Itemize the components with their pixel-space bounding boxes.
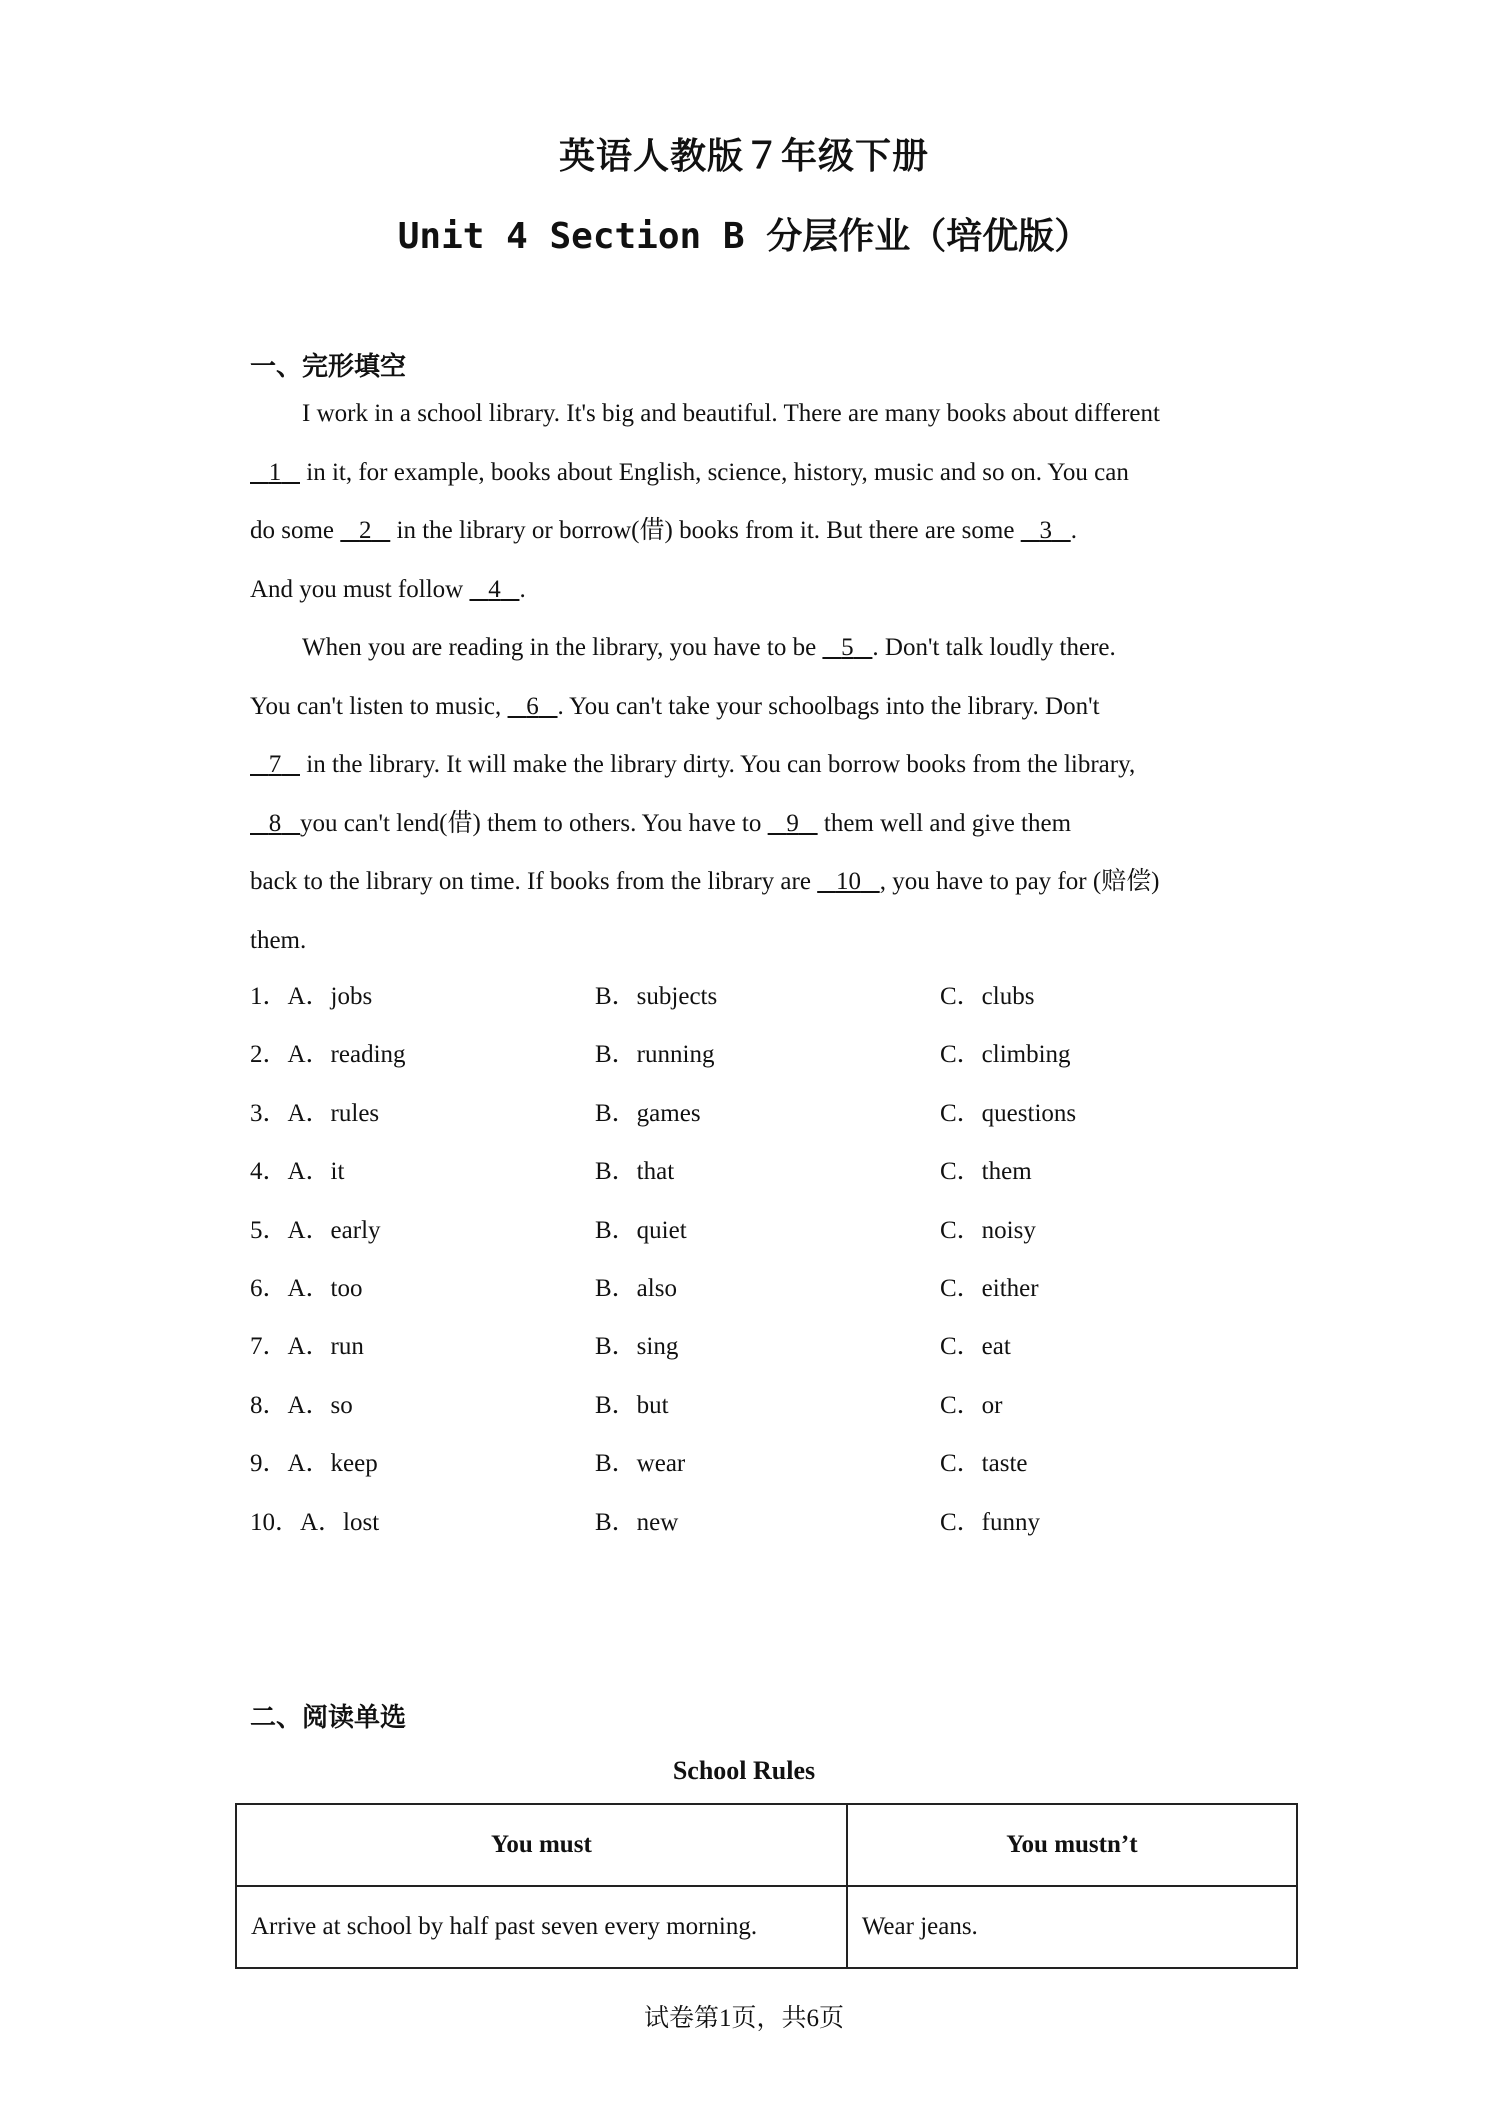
option-c: C．taste [940, 1450, 1028, 1478]
page-footer: 试卷第1页，共6页 [643, 2005, 844, 2032]
cloze-blank: 4 [488, 575, 501, 603]
option-a: 9．A．keep [250, 1450, 378, 1478]
option-b: B．wear [595, 1450, 686, 1478]
passage-text: them. [250, 926, 307, 954]
cloze-blank: 10 [835, 868, 861, 895]
option-c: C．or [940, 1391, 1003, 1419]
passage-text: in the library or borrow(借) books from it. But there are some [390, 517, 1021, 544]
option-b: B．sing [595, 1333, 679, 1361]
passage-text: When you are reading in the library, you have to be [302, 634, 823, 661]
cloze-blank: 9 [786, 809, 799, 837]
passage-line [250, 392, 1260, 451]
option-a: 1．A．jobs [250, 983, 373, 1010]
table-row [236, 1886, 1297, 1968]
option-row [250, 1092, 1250, 1150]
option-b: B．running [595, 1041, 715, 1069]
cloze-blank: 7 [268, 751, 282, 778]
option-b: B．games [595, 1099, 701, 1127]
page-title: 英语人教版７年级下册 [558, 136, 929, 177]
passage-line [250, 860, 1260, 919]
table-header-row [236, 1804, 1297, 1886]
passage-text: And you must follow [250, 575, 470, 603]
passage-text: . [1070, 517, 1077, 544]
passage-line [250, 685, 1260, 744]
passage-text: . [519, 575, 526, 603]
option-row [250, 1033, 1250, 1091]
passage-line [250, 919, 1260, 978]
option-row [250, 1267, 1250, 1325]
option-row [250, 1325, 1250, 1383]
cloze-blank: 5 [841, 634, 854, 661]
option-c: C．them [940, 1158, 1032, 1186]
cloze-blank: 6 [526, 692, 539, 720]
subtitle-unit: Unit 4 Section B [397, 216, 767, 257]
option-c: C．clubs [940, 983, 1035, 1010]
passage-line [250, 451, 1260, 510]
cloze-blank: 3 [1039, 517, 1052, 544]
passage-line [250, 802, 1260, 861]
passage-line [250, 568, 1260, 627]
option-a: 2．A．reading [250, 1041, 406, 1069]
cloze-blank: 8 [268, 809, 282, 837]
passage-line [250, 743, 1260, 802]
passage-text: I work in a school library. It's big and beautiful. There are many books about different [302, 400, 1160, 427]
passage-text: . Don't talk loudly there. [872, 634, 1116, 661]
passage-text: them well and give them [817, 809, 1072, 837]
option-b: B．but [595, 1391, 669, 1419]
option-a: 6．A．too [250, 1274, 363, 1302]
subtitle-type: 分层作业（培优版） [766, 216, 1091, 257]
option-c: C．questions [940, 1099, 1077, 1127]
option-b: B．subjects [595, 983, 718, 1010]
table-header-mustnt: You mustn’t [847, 1804, 1297, 1886]
option-c: C．climbing [940, 1041, 1071, 1069]
option-b: B．also [595, 1274, 677, 1302]
passage-text: do some [250, 517, 341, 544]
passage-text: You can't listen to music, [250, 692, 508, 720]
passage-text: you can't lend(借) them to others. You have to [300, 809, 768, 837]
option-row [250, 1150, 1250, 1208]
cloze-options [250, 975, 1250, 1559]
option-b: B．that [595, 1158, 675, 1186]
option-row [250, 1209, 1250, 1267]
section-heading-cloze: 一、完形填空 [250, 352, 407, 382]
passage-text: . You can't take your schoolbags into the library. Don't [557, 692, 1100, 720]
cloze-blank: 2 [359, 517, 372, 544]
passage-text: in the library. It will make the library dirty. You can borrow books from the library, [300, 751, 1136, 778]
option-row [250, 1384, 1250, 1442]
option-a: 7．A．run [250, 1333, 364, 1361]
passage-text: back to the library on time. If books from the library are [250, 868, 818, 895]
option-a: 8．A．so [250, 1391, 353, 1419]
table-header-must: You must [236, 1804, 847, 1886]
table-title: School Rules [672, 1756, 816, 1785]
passage-text: in it, for example, books about English, science, history, music and so on. You can [300, 458, 1129, 486]
cloze-passage [250, 392, 1260, 977]
option-a: 3．A．rules [250, 1099, 380, 1127]
option-row [250, 1442, 1250, 1500]
passage-line [250, 626, 1260, 685]
option-c: C．eat [940, 1333, 1011, 1361]
passage-text: , you have to pay for (赔偿) [879, 868, 1160, 895]
option-row [250, 975, 1250, 1033]
option-c: C．noisy [940, 1216, 1036, 1244]
option-b: B．quiet [595, 1216, 687, 1244]
section-heading-reading: 二、阅读单选 [250, 1703, 407, 1733]
option-row [250, 1501, 1250, 1559]
option-b: B．new [595, 1508, 679, 1536]
table-cell: Arrive at school by half past seven every morning. [236, 1886, 847, 1968]
option-c: C．either [940, 1274, 1039, 1302]
option-a: 10．A．lost [250, 1508, 380, 1536]
table-cell: Wear jeans. [847, 1886, 1297, 1968]
option-a: 5．A．early [250, 1216, 381, 1244]
option-c: C．funny [940, 1508, 1041, 1536]
passage-line [250, 509, 1260, 568]
cloze-blank: 1 [268, 458, 282, 486]
option-a: 4．A．it [250, 1158, 345, 1186]
page-subtitle [0, 208, 1488, 259]
school-rules-table [235, 1803, 1298, 1969]
